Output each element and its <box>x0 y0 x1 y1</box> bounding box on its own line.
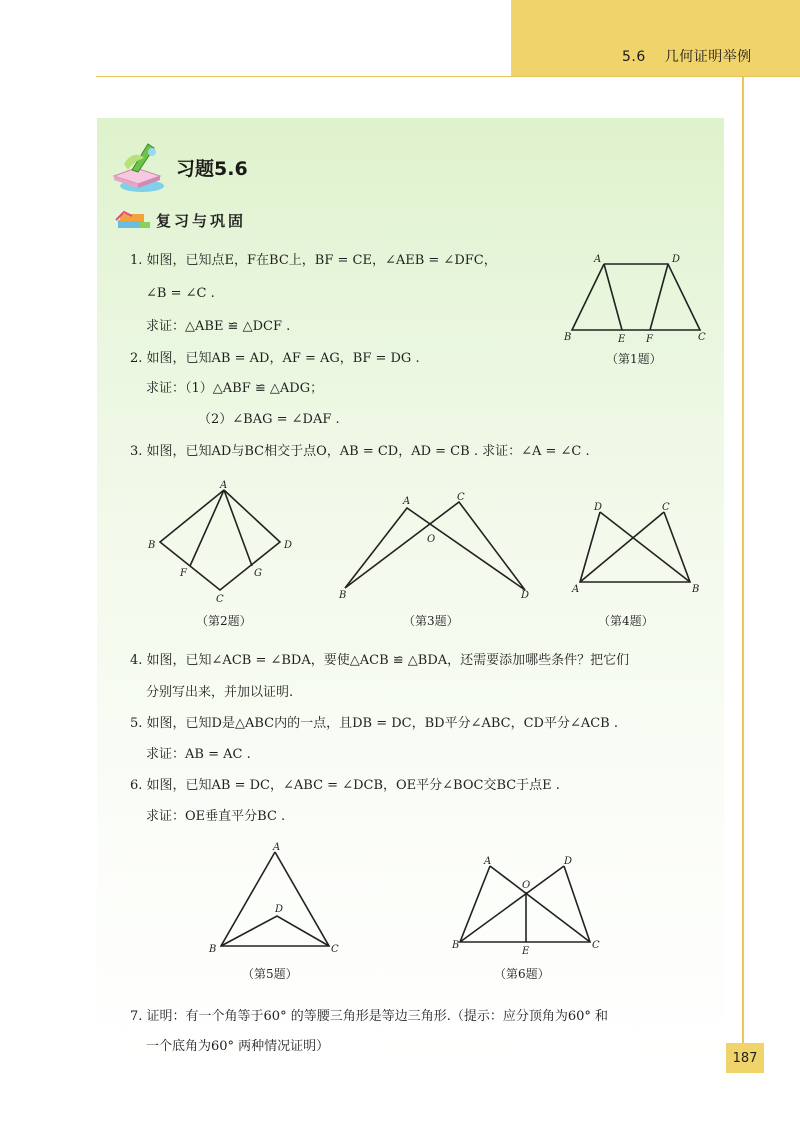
fig6-outline <box>460 866 590 942</box>
figure-5-caption: （第5题） <box>242 967 298 981</box>
problem-2-line-3: （2）∠BAG = ∠DAF . <box>198 412 340 427</box>
fig6-segment-AC <box>490 866 590 942</box>
fig2-label-C: C <box>216 594 224 605</box>
fig4-label-D: D <box>594 502 603 513</box>
fig3-label-A: A <box>403 496 411 507</box>
figure-2-caption: （第2题） <box>196 614 252 628</box>
fig6-label-O: O <box>522 880 531 891</box>
fig2-label-G: G <box>254 568 262 579</box>
problem-3-line-1: 3. 如图，已知AD与BC相交于点O，AB = CD，AD = CB . 求证：∠A = ∠C . <box>130 444 590 459</box>
fig2-segment-AF <box>190 490 224 566</box>
fig4-outline <box>580 512 690 582</box>
running-header <box>622 46 752 66</box>
fig5-outline <box>221 852 329 946</box>
figure-3 <box>335 490 535 600</box>
problem-2-line-1: 2. 如图，已知AB = AD，AF = AG，BF = DG . <box>130 351 420 366</box>
fig2-label-D: D <box>284 540 293 551</box>
review-books-icon <box>114 210 152 232</box>
problem-2-line-2: 求证：（1）△ABF ≌ △ADG； <box>146 381 324 396</box>
fig3-BC-CD <box>345 502 525 590</box>
header-rule <box>96 76 800 77</box>
page-number: 187 <box>726 1043 764 1073</box>
problem-1-line-1: 1. 如图，已知点E，F在BC上，BF = CE，∠AEB = ∠DFC， <box>130 253 497 268</box>
fig5-label-B: B <box>209 944 217 955</box>
fig1-segment-DF <box>650 264 668 330</box>
figure-4-caption: （第4题） <box>598 614 654 628</box>
figure-1 <box>560 250 720 345</box>
exercise-title: 习题5.6 <box>176 158 248 180</box>
fig1-label-E: E <box>618 334 626 345</box>
fig4-label-A: A <box>572 584 580 595</box>
figure-1-caption: （第1题） <box>606 352 662 366</box>
fig2-label-A: A <box>220 480 228 491</box>
figure-6-caption: （第6题） <box>494 967 550 981</box>
problem-1-line-2: ∠B = ∠C . <box>146 286 215 301</box>
figure-6 <box>450 852 610 957</box>
fig4-label-C: C <box>662 502 670 513</box>
figure-4 <box>570 500 710 600</box>
problem-5-line-1: 5. 如图，已知D是△ABC内的一点，且DB = DC，BD平分∠ABC，CD平分∠ACB . <box>130 716 619 731</box>
fig5-label-C: C <box>331 944 339 955</box>
fig6-label-C: C <box>592 940 600 951</box>
problem-6-line-1: 6. 如图，已知AB = DC，∠ABC = ∠DCB，OE平分∠BOC交BC于点E . <box>130 778 560 793</box>
problem-5-line-2: 求证：AB = AC . <box>146 747 251 762</box>
fig3-label-O: O <box>427 534 436 545</box>
fig5-label-D: D <box>275 904 284 915</box>
figure-2 <box>140 478 310 608</box>
figure-3-caption: （第3题） <box>403 614 459 628</box>
problem-1-line-3: 求证：△ABE ≌ △DCF . <box>146 319 291 334</box>
fig1-label-A: A <box>594 254 602 265</box>
fig6-label-D: D <box>564 856 573 867</box>
fig1-label-D: D <box>672 254 681 265</box>
fig3-label-B: B <box>339 590 347 601</box>
fig2-outline <box>160 490 280 590</box>
fig3-label-C: C <box>457 492 465 503</box>
section-number: 5.6 <box>622 49 646 65</box>
problem-4-line-1: 4. 如图，已知∠ACB = ∠BDA，要使△ACB ≌ △BDA，还需要添加哪些条件？把它们 <box>130 653 630 668</box>
fig2-label-F: F <box>180 568 187 579</box>
fig2-segment-AG <box>224 490 252 566</box>
figure-5 <box>205 840 355 960</box>
fig1-outline <box>572 264 700 330</box>
fig1-label-C: C <box>698 332 706 343</box>
fig5-label-A: A <box>273 842 281 853</box>
fig4-label-B: B <box>692 584 700 595</box>
fig6-label-B: B <box>452 940 460 951</box>
review-subtitle: 复习与巩固 <box>156 212 247 230</box>
problem-4-line-2: 分别写出来，并加以证明. <box>146 685 294 700</box>
fig1-segment-AE <box>604 264 622 330</box>
problem-7-line-1: 7. 证明：有一个角等于60° 的等腰三角形是等边三角形.（提示：应分顶角为60° 和 <box>130 1009 609 1024</box>
fig1-label-B: B <box>564 332 572 343</box>
fig6-label-E: E <box>522 946 530 957</box>
fig2-label-B: B <box>148 540 156 551</box>
exercise-book-icon <box>108 140 170 194</box>
margin-rule <box>742 76 744 1066</box>
problem-7-line-2: 一个底角为60° 两种情况证明） <box>146 1039 330 1054</box>
fig4-segment-AC <box>580 512 664 582</box>
section-title: 几何证明举例 <box>664 49 752 65</box>
fig1-label-F: F <box>646 334 653 345</box>
fig3-label-D: D <box>521 590 530 601</box>
problem-6-line-2: 求证：OE垂直平分BC . <box>146 809 286 824</box>
fig5-segments-BD-DC <box>221 916 329 946</box>
fig6-label-A: A <box>484 856 492 867</box>
